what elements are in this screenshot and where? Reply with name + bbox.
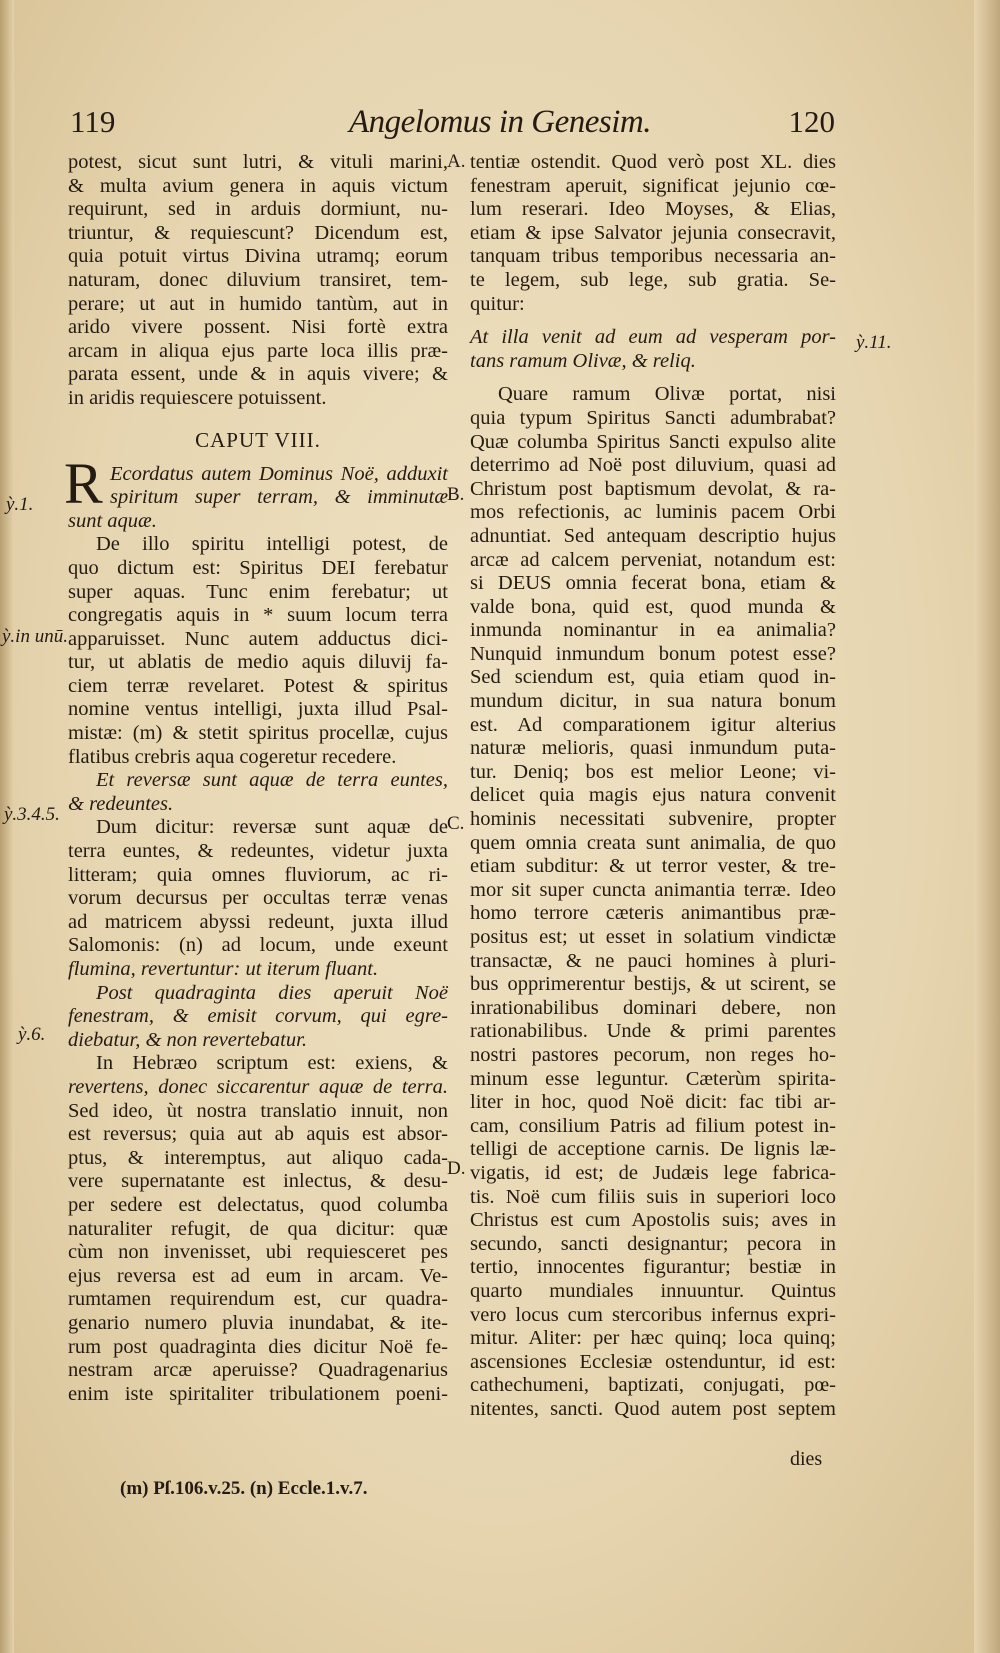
section-letter-a: A. (447, 151, 466, 172)
text-line: Sed ideo, ùt nostra translatio innuit, non (68, 1099, 448, 1122)
text-line: quia typum Spiritus Sancti adumbrabat? (470, 406, 836, 429)
text-line: vere supernatante est inlectus, & desu- (68, 1170, 448, 1193)
text-line: quem omnia creata sunt animalia, de quo (470, 831, 836, 854)
text-line: etiam & ipse Salvator jejunia consecravit, (470, 221, 836, 244)
margin-note-verse-6: ỳ.6. (18, 1024, 46, 1045)
verse-line: & redeuntes. (68, 792, 174, 815)
margin-note-verse-3-4-5: ỳ.3.4.5. (4, 804, 60, 825)
text-line: tur, ut ablatis de medio aquis diluvij fa- (68, 651, 448, 674)
text-line: vero locus cum stercoribus infernus expri- (470, 1303, 836, 1326)
text-line: super aquas. Tunc enim ferebatur; ut (68, 580, 448, 603)
text-line: arcam in aliqua ejus parte loca illis præ- (68, 339, 448, 362)
verse-text: Ecordatus autem Dominus Noë, adduxit (110, 462, 448, 485)
text-line: ejus reversa est ad eum in arcam. Ve- (68, 1264, 448, 1287)
text-line: mor sit super cuncta animantia terræ. Ideo (470, 878, 836, 901)
text-line: cam, consilium Patris ad filium potest in- (470, 1114, 836, 1137)
text-line: Salomonis: (n) ad locum, unde exeunt (68, 934, 448, 957)
spacer (470, 316, 836, 326)
text-line: fenestram aperuit, significat jejunio cœ- (470, 174, 836, 197)
margin-note-verse-1: ỳ.1. (6, 494, 34, 515)
text-line: tentiæ ostendit. Quod verò post XL. dies (470, 151, 836, 173)
section-letter-d: D. (447, 1158, 466, 1179)
text-line: delicet quia magis ejus natura convenit (470, 784, 836, 807)
text-line: tanquam tribus temporibus necessaria an- (470, 245, 836, 268)
text-line: nostri pastores pecorum, non reges ho- (470, 1043, 836, 1066)
text-line: mitur. Aliter: per hæc quinq; loca quinq; (470, 1327, 836, 1350)
text-line: naturæ melioris, quasi inmundum puta- (470, 737, 836, 760)
text-line: litteram; quia omnes fluviorum, ac ri- (68, 863, 448, 886)
text-line: adnuntiat. Sed antequam descriptio hujus (470, 524, 836, 547)
text-line: arcæ ad calcem perveniat, notandum est: (470, 548, 836, 571)
text-line: est reversus; quia aut ab aquis est absor- (68, 1123, 448, 1146)
text-line: telligi de acceptione carnis. De lignis læ- (470, 1138, 836, 1161)
text-line: terra euntes, & redeuntes, videtur juxta (68, 840, 448, 863)
text-line: Quæ columba Spiritus Sancti expulso alite (470, 430, 836, 453)
verse-line: Post quadraginta dies aperuit Noë (96, 981, 448, 1004)
text-line: valde bona, quid est, quod munda & (470, 595, 836, 618)
text-line: tis. Noë cum filiis suis in superiori loco (470, 1185, 836, 1208)
right-column (470, 151, 836, 1421)
text-line: nitentes, sancti. Quod autem post septem (470, 1397, 836, 1420)
text-line: revertens, donec siccarentur aquæ de terra. (68, 1075, 448, 1098)
text-line: nestram arcæ aperuisse? Quadragenarius (68, 1359, 448, 1382)
page-number-left: 119 (70, 104, 116, 139)
verse-line: diebatur, & non revertebatur. (68, 1028, 307, 1051)
spacer (470, 373, 836, 383)
text-line: te legem, sub lege, sub gratia. Se- (470, 268, 836, 291)
text-line: nomine ventus intelligi, juxta illud Psal- (68, 698, 448, 721)
text-line: mos refectionis, ac luminis pacem Orbi (470, 501, 836, 524)
text-line: Sed sciendum est, quia etiam quod in- (470, 666, 836, 689)
text-line: genario numero pluvia inundabat, & ite- (68, 1311, 448, 1334)
section-letter-b: B. (447, 484, 465, 505)
text-line: In Hebræo scriptum est: exiens, & (96, 1052, 448, 1075)
margin-note-verse-11: ỳ.11. (856, 332, 892, 353)
text-line: mundum dicitur, in sua natura bonum (470, 690, 836, 713)
text-line: parata essent, unde & in aquis vivere; & (68, 363, 448, 386)
text-line: arido vivere possent. Nisi fortè extra (68, 316, 448, 339)
text-line: requirunt, sed in arduis dormiunt, nu- (68, 198, 448, 221)
verse-line: sunt aquæ. (68, 509, 157, 532)
text-line: Dum dicitur: reversæ sunt aquæ de (96, 816, 448, 839)
page-number-right: 120 (788, 104, 835, 139)
text-line: naturaliter refugit, de qua dicitur: quæ (68, 1217, 448, 1240)
text-line: rum post quadraginta dies dicitur Noë fe- (68, 1335, 448, 1358)
text-line: secundo, sancti designantur; pecora in (470, 1232, 836, 1255)
text-line: in aridis requiescere potuissent. (68, 386, 327, 409)
text-line: flumina, revertuntur: ut iterum fluant. (68, 958, 379, 980)
verse-line: fenestram, & emisit corvum, qui egre- (68, 1005, 448, 1028)
margin-note-in-unum: ỳ.in unū. (2, 626, 68, 647)
text-line: naturam, donec diluvium transiret, tem- (68, 268, 448, 291)
footnotes: (m) Pſ.106.v.25. (n) Eccle.1.v.7. (120, 1478, 368, 1499)
text-line: quia potuit virtus Divina utramq; eorum (68, 245, 448, 268)
text-line: Quare ramum Olivæ portat, nisi (498, 383, 836, 406)
drop-capital: R (64, 450, 103, 516)
verse-line: spiritum super terram, & imminutæ (110, 486, 448, 509)
text-line: cathechumeni, baptizati, conjugati, pœ- (470, 1374, 836, 1397)
text-line: positus est; ut esset in solatium vindictæ (470, 926, 836, 948)
text-line: flatibus crebris aqua cogeretur recedere. (68, 745, 397, 768)
text-line: ad matricem abyssi redeunt, juxta illud (68, 910, 448, 933)
text-line: ptus, & interemptus, aut aliquo cada- (68, 1146, 448, 1169)
text-line: homo terrore cæteris animantibus præ- (470, 902, 836, 925)
text-line: inmunda nominantur in ea animalia? (470, 619, 836, 642)
text-line: quitur: (470, 292, 525, 315)
chapter-heading: CAPUT VIII. (195, 427, 321, 452)
text-line: enim iste spiritaliter tribulationem poeni- (68, 1382, 448, 1405)
text-line: Nunquid inmundum bonum potest esse? (470, 642, 836, 665)
text-line: tur. Deniq; bos est melior Leone; vi- (470, 760, 836, 783)
text-line: quarto mundiales innuuntur. Quintus (470, 1279, 836, 1302)
text-line: est. Ad comparationem igitur alterius (470, 713, 836, 736)
text-line: inrationabilibus dominari debere, non (470, 996, 836, 1019)
catchword: dies (790, 1448, 823, 1470)
text-line: ciem terræ revelaret. Potest & spiritus (68, 674, 448, 697)
text-line: rationabilibus. Unde & primi parentes (470, 1020, 836, 1043)
text-line: hominis necessitati subvenire, propter (470, 808, 836, 831)
text-line: liter in hoc, quod Noë dicit: fac tibi ar- (470, 1091, 836, 1114)
text-line: minum esse leguntur. Cæterùm spirita- (470, 1067, 836, 1090)
running-head: Angelomus in Genesim. (348, 104, 652, 140)
text-line: lum reserari. Ideo Moyses, & Elias, (470, 198, 836, 221)
text-line: mistæ: (m) & stetit spiritus procellæ, cujus (68, 722, 448, 745)
left-column (64, 151, 448, 1406)
text-line: apparuisset. Nunc autem adductus dici- (68, 627, 448, 650)
text-line: triuntur, & requiescunt? Dicendum est, (68, 221, 448, 244)
text-line: bus opprimerentur bestijs, & ut scirent, se (470, 973, 836, 996)
text-line: deterrimo ad Noë post diluvium, quasi ad (470, 454, 836, 477)
text-line: rumtamen requirendum est, cur quadra- (68, 1288, 448, 1311)
text-line: si DEUS omnia fecerat bona, etiam & (470, 572, 836, 595)
text-line: perare; ut aut in humido tantùm, aut in (68, 292, 448, 315)
text-line: tertio, innocentes figurantur; bestiæ in (470, 1256, 836, 1279)
text-line: vorum decursus per occultas terræ venas (68, 887, 448, 910)
text-line: etiam subditur: & ut terror vester, & tre- (470, 855, 836, 878)
text-line: Christus est cum Apostolis suis; aves in (470, 1209, 836, 1232)
verse-line: tans ramum Olivæ, & reliq. (470, 349, 696, 372)
text-line: vigatis, id est; de Judæis lege fabrica- (470, 1161, 836, 1184)
text-line: potest, sicut sunt lutri, & vituli marini, (68, 151, 448, 173)
text-line: cùm non invenisset, ubi requiesceret pes (68, 1241, 448, 1264)
text-line: congregatis aquis in * suum locum terra (68, 604, 448, 627)
text-line: & multa avium genera in aquis victum (68, 174, 448, 197)
verse-line: At illa venit ad eum ad vesperam por- (470, 326, 836, 349)
section-letter-c: C. (447, 813, 465, 834)
text-line: Christum post baptismum devolat, & ra- (470, 477, 836, 500)
text-line: quo dictum est: Spiritus DEI ferebatur (68, 556, 448, 579)
verse-line: Et reversæ sunt aquæ de terra euntes, (96, 769, 448, 792)
text-line: per sedere est delectatus, quod columba (68, 1193, 448, 1216)
text-line: transactæ, & ne pauci homines à pluri- (470, 949, 836, 972)
text-line: ascensiones Ecclesiæ ostenduntur, id est: (470, 1350, 836, 1373)
text-line: De illo spiritu intelligi potest, de (96, 533, 448, 556)
